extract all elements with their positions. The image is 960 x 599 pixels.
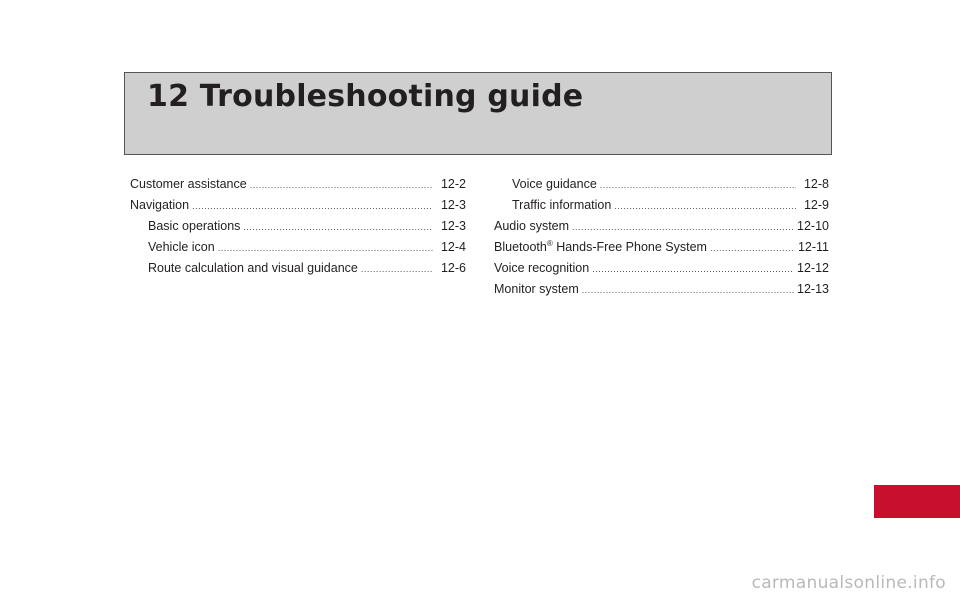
toc-leader-dots [361, 259, 433, 280]
chapter-side-tab [874, 485, 960, 518]
toc-leader-dots [243, 217, 433, 238]
toc-entry-label: Customer assistance [130, 177, 247, 191]
toc-entry-label: Audio system [494, 219, 570, 233]
toc-entry-audio-system[interactable] [494, 216, 829, 237]
toc-entry-page: 12-3 [440, 219, 466, 233]
toc-entry-page: 12-4 [440, 240, 466, 254]
toc-entry-label: Voice guidance [512, 177, 597, 191]
toc-entry-page: 12-11 [797, 240, 829, 254]
toc-entry-bluetooth-phone[interactable] [494, 237, 829, 258]
toc-leader-dots [250, 175, 433, 196]
toc-leader-dots [614, 196, 796, 217]
toc-entry-monitor-system[interactable] [494, 279, 829, 300]
toc-entry-page: 12-12 [797, 261, 829, 275]
toc-entry-label: Route calculation and visual guidance [148, 261, 358, 275]
toc-leader-dots [592, 259, 794, 280]
chapter-title: 12 Troubleshooting guide [147, 79, 584, 114]
toc-entry-label [494, 237, 707, 258]
toc-entry-route-calculation[interactable] [130, 258, 466, 279]
toc-entry-page: 12-3 [440, 198, 466, 212]
toc-leader-dots [582, 280, 794, 301]
toc-entry-page: 12-2 [440, 177, 466, 191]
toc-entry-vehicle-icon[interactable] [130, 237, 466, 258]
toc-leader-dots [710, 238, 795, 259]
toc-entry-page: 12-8 [803, 177, 829, 191]
toc-entry-label: Navigation [130, 198, 190, 212]
toc-leader-dots [572, 217, 794, 238]
toc-right-column [494, 174, 829, 300]
toc-leader-dots [192, 196, 433, 217]
chapter-header-banner [124, 72, 832, 155]
toc-entry-label-suffix: Hands-Free Phone System [552, 240, 707, 254]
toc-entry-navigation[interactable] [130, 195, 466, 216]
toc-entry-voice-recognition[interactable] [494, 258, 829, 279]
toc-entry-page: 12-9 [803, 198, 829, 212]
toc-leader-dots [218, 238, 433, 259]
toc-entry-label-prefix: Bluetooth [494, 240, 547, 254]
toc-entry-label: Vehicle icon [148, 240, 215, 254]
toc-entry-page: 12-6 [440, 261, 466, 275]
toc-entry-voice-guidance[interactable] [494, 174, 829, 195]
toc-entry-label: Monitor system [494, 282, 579, 296]
watermark-text: carmanualsonline.info [751, 573, 946, 593]
toc-entry-page: 12-13 [797, 282, 829, 296]
toc-entry-label: Traffic information [512, 198, 612, 212]
toc-leader-dots [600, 175, 796, 196]
toc-left-column [130, 174, 466, 279]
toc-entry-traffic-information[interactable] [494, 195, 829, 216]
toc-entry-label: Basic operations [148, 219, 241, 233]
registered-mark: ® [546, 238, 553, 248]
toc-entry-page: 12-10 [797, 219, 829, 233]
toc-entry-label: Voice recognition [494, 261, 590, 275]
toc-entry-customer-assistance[interactable] [130, 174, 466, 195]
toc-entry-basic-operations[interactable] [130, 216, 466, 237]
